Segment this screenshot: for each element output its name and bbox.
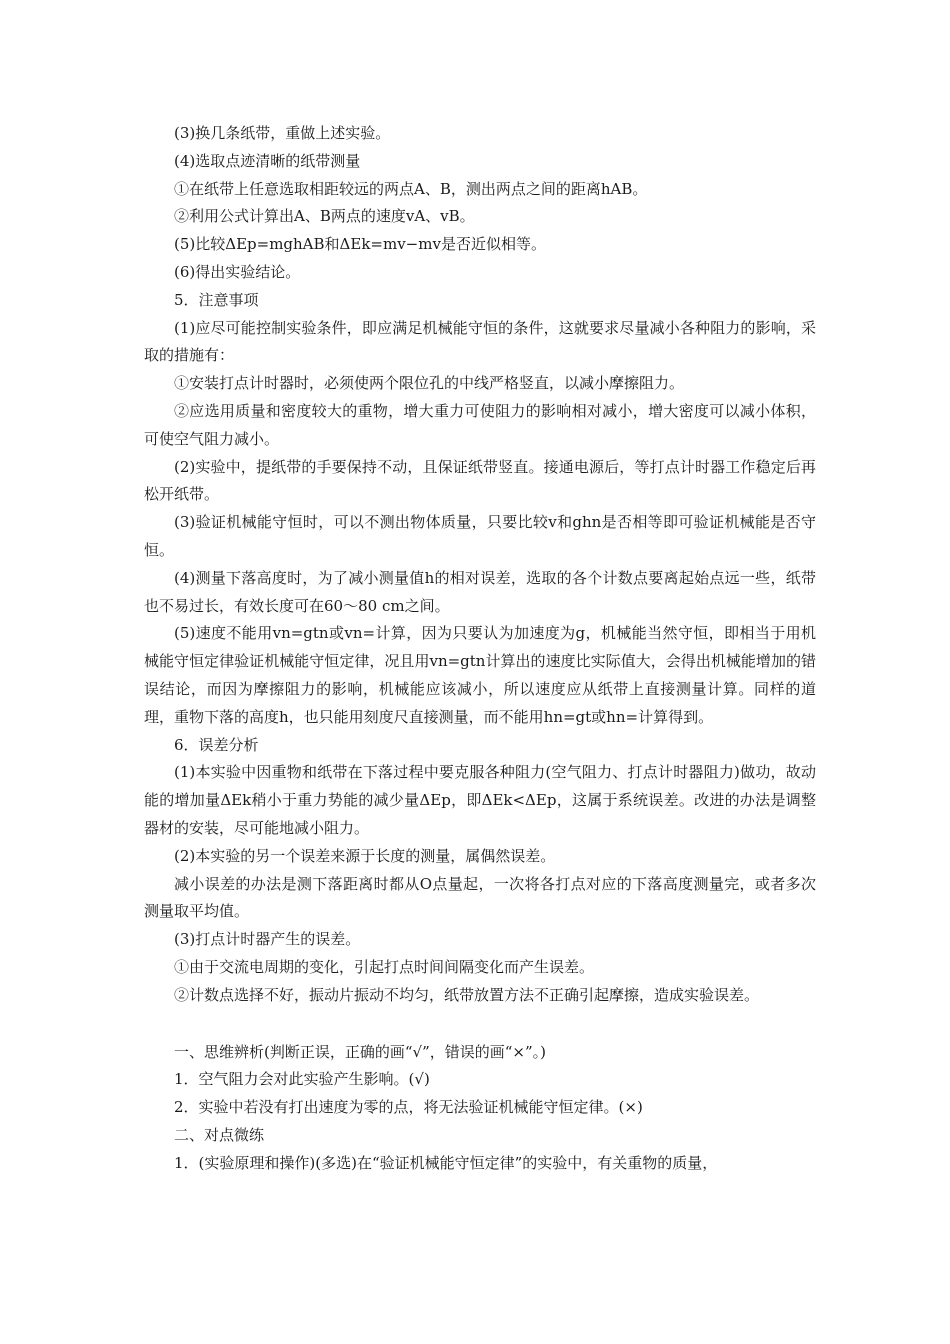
paragraph: (5)速度不能用vn=gtn或vn=计算，因为只要认为加速度为g，机械能当然守恒，即相当于用机械能守恒定律验证机械能守恒定律，况且用vn=gtn计算出的速度比实际值大，会得出机械能增加的错误结论，而因为摩擦阻力的影响，机械能应该减小，所以速度应从纸带上直接测量计算。同样的道理，重物下落的高度h，也只能用刻度尺直接测量，而不能用hn=gt或hn=计算得到。	[144, 624, 816, 726]
paragraph: (1)本实验中因重物和纸带在下落过程中要克服各种阻力(空气阻力、打点计时器阻力)做功，故动能的增加量ΔEk稍小于重力势能的减少量ΔEp，即ΔEk<ΔEp，这属于系统误差。改进的办法是调整器材的安装，尽可能地减小阻力。	[144, 763, 816, 837]
paragraph: 减小误差的办法是测下落距离时都从O点量起，一次将各打点对应的下落高度测量完，或者多次测量取平均值。	[144, 874, 816, 921]
paragraph: (6)得出实验结论。	[174, 262, 301, 281]
paragraph: ②利用公式计算出A、B两点的速度vA、vB。	[174, 207, 475, 226]
paragraph: ②应选用质量和密度较大的重物，增大重力可使阻力的影响相对减小，增大密度可以减小体积，可使空气阻力减小。	[144, 401, 816, 448]
paragraph: (3)验证机械能守恒时，可以不测出物体质量，只要比较v和ghn是否相等即可验证机械能是否守恒。	[144, 513, 816, 559]
section-heading: 5．注意事项	[174, 290, 259, 309]
exercise-item: 1．(实验原理和操作)(多选)在“验证机械能守恒定律”的实验中，有关重物的质量，	[174, 1153, 718, 1172]
exercise-item: 2．实验中若没有打出速度为零的点，将无法验证机械能守恒定律。(×)	[174, 1098, 643, 1117]
paragraph: (4)测量下落高度时，为了减小测量值h的相对误差，选取的各个计数点要离起始点远一些，纸带也不易过长，有效长度可在60～80 cm之间。	[144, 568, 816, 615]
paragraph: (1)应尽可能控制实验条件，即应满足机械能守恒的条件，这就要求尽量减小各种阻力的影响，采取的措施有：	[144, 318, 816, 365]
document-page	[144, 120, 816, 1177]
exercise-heading: 二、对点微练	[174, 1125, 265, 1144]
paragraph: ①在纸带上任意选取相距较远的两点A、B，测出两点之间的距离hAB。	[174, 179, 648, 198]
paragraph: ②计数点选择不好，振动片振动不均匀，纸带放置方法不正确引起摩擦，造成实验误差。	[174, 985, 760, 1004]
paragraph: ①安装打点计时器时，必须使两个限位孔的中线严格竖直，以减小摩擦阻力。	[174, 374, 685, 393]
paragraph-formula: (5)比较ΔEp=mghAB和ΔEk=mv−mv是否近似相等。	[174, 235, 546, 254]
exercise-item: 1．空气阻力会对此实验产生影响。(√)	[174, 1070, 430, 1089]
paragraph: (2)本实验的另一个误差来源于长度的测量，属偶然误差。	[174, 846, 556, 865]
paragraph: ①由于交流电周期的变化，引起打点时间间隔变化而产生误差。	[174, 957, 595, 976]
exercise-heading: 一、思维辨析(判断正误，正确的画“√”，错误的画“×”。)	[174, 1042, 547, 1061]
paragraph: (3)打点计时器产生的误差。	[174, 930, 361, 949]
paragraph: (4)选取点迹清晰的纸带测量	[174, 151, 361, 170]
paragraph: (3)换几条纸带，重做上述实验。	[174, 124, 391, 142]
section-gap	[144, 1010, 816, 1039]
section-heading: 6．误差分析	[174, 735, 259, 754]
paragraph: (2)实验中，提纸带的手要保持不动，且保证纸带竖直。接通电源后，等打点计时器工作稳定后再松开纸带。	[144, 457, 816, 504]
